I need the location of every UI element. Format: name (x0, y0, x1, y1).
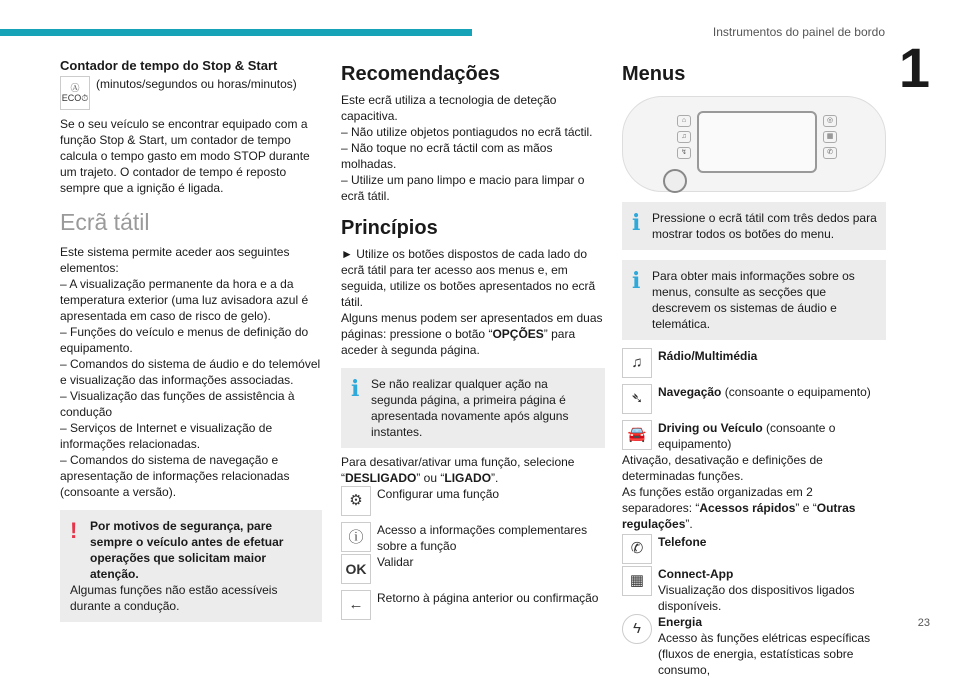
stop-start-body: Se o seu veículo se encontrar equipado com a função Stop & Start, um contador de tempo calcula o tempo gasto em modo STOP durante um trajeto. O contador de tempo é reposto sempre que a ignição é ligada. (60, 117, 310, 195)
touch-item: – Funções do veículo e menus de definição do equipamento. (60, 325, 309, 355)
column-left (60, 58, 322, 622)
principles-body: ► Utilize os botões dispostos de cada lado do ecrã tátil para ter acesso aos menus e, em seguida, utilize os botões apresentados no ecrã tátil. (341, 247, 596, 309)
info-icon: i (632, 210, 641, 236)
icon-row-configure: ⚙ Configurar uma função (341, 486, 605, 516)
touch-item: – Serviços de Internet e visualização de informações relacionadas. (60, 421, 273, 451)
chapter-title: Instrumentos do painel de bordo (712, 25, 885, 39)
car-icon: 🚘 (622, 420, 652, 450)
info-text-1: Pressione o ecrã tátil com três dedos para mostrar todos os botões do menu. (652, 211, 877, 241)
tabs-desc: As funções estão organizadas em 2 separadores: “Acessos rápidos” e “Outras regulações”. (622, 485, 856, 531)
icon-row-back: ← Retorno à página anterior ou confirmação (341, 590, 605, 620)
icon-row-info: ⓘ Acesso a informações complementares sobre a função (341, 522, 605, 554)
phone-icon: ✆ (622, 534, 652, 564)
touch-item: – Visualização das funções de assistência à condução (60, 389, 295, 419)
menu-driving: 🚘 Driving ou Veículo (consoante o equipamento) (622, 420, 886, 452)
grid-apps-icon: ▦ (622, 566, 652, 596)
principles-title: Princípios (341, 217, 438, 239)
touch-item: – A visualização permanente da hora e a da temperatura exterior (uma luz avisadora azul é apresentada em caso de risco de gelo). (60, 277, 309, 323)
touch-item: – Comandos do sistema de navegação e apresentação de informações relacionadas (consoante a versão). (60, 453, 290, 499)
touch-screen-title: Ecrã tátil (60, 209, 150, 235)
home-icon: ⌂ (677, 115, 691, 127)
navigation-arrow-icon: ➴ (622, 384, 652, 414)
header-accent-bar (0, 29, 472, 36)
ok-icon: OK (341, 554, 371, 584)
principles-body-2: Alguns menus podem ser apresentados em duas páginas: pressione o botão “OPÇÕES” para aceder à segunda página. (341, 311, 603, 357)
left-side-buttons (677, 115, 691, 159)
driving-desc: Ativação, desativação e definições de determinadas funções. (622, 453, 823, 483)
chapter-number: 1 (898, 36, 930, 99)
info-text-2: Para obter mais informações sobre os menus, consulte as secções que descrevem os sistemas de áudio e telemática. (652, 269, 855, 331)
touchscreen-display (697, 111, 817, 173)
touchscreen-illustration (622, 96, 886, 192)
music-note-icon: ♫ (622, 348, 652, 378)
back-arrow-icon: ← (341, 590, 371, 620)
info-circle-icon: ⓘ (341, 522, 371, 552)
gear-icon: ⚙ (341, 486, 371, 516)
info-text: Se não realizar qualquer ação na segunda página, a primeira página é apresentada novamente após alguns instantes. (371, 377, 569, 439)
settings-icon: ◎ (823, 115, 837, 127)
info-icon: i (351, 376, 360, 402)
options-button-label: OPÇÕES (492, 327, 544, 341)
toggle-instructions: Para desativar/ativar uma função, selecione “DESLIGADO” ou “LIGADO”. (341, 455, 575, 485)
recommendation-item: Este ecrã utiliza a tecnologia de deteção capacitiva. (341, 93, 557, 123)
info-box-1 (622, 202, 886, 250)
right-side-buttons (823, 115, 837, 159)
warning-text: Algumas funções não estão acessíveis durante a condução. (70, 583, 278, 613)
warning-bold: Por motivos de segurança, pare sempre o veículo antes de efetuar operações que solicitam maior atenção. (90, 519, 284, 581)
touch-intro: Este sistema permite aceder aos seguintes elementos: (60, 245, 290, 275)
column-right (622, 58, 886, 678)
recommendations-title: Recomendações (341, 63, 500, 85)
eco-timer-icon: Ⓐ ECO⏱ (60, 76, 90, 110)
menu-phone: ✆ Telefone (622, 534, 886, 564)
phone-icon: ✆ (823, 147, 837, 159)
menu-radio: ♫ Rádio/Multimédia (622, 348, 886, 378)
menu-connect-app: ▦ Connect-App Visualização dos dispositivos ligados disponíveis. (622, 566, 886, 614)
info-icon: i (632, 268, 641, 294)
info-box-2 (622, 260, 886, 340)
menus-title: Menus (622, 63, 686, 85)
stop-start-units-row (60, 76, 322, 110)
navigation-icon: ↯ (677, 147, 691, 159)
info-box (341, 368, 605, 448)
safety-warning-box (60, 510, 322, 622)
volume-knob (663, 169, 687, 193)
icon-row-ok: OK Validar (341, 554, 605, 584)
apps-icon: ▦ (823, 131, 837, 143)
recommendation-item: – Não utilize objetos pontiagudos no ecrã táctil. (341, 125, 593, 139)
stop-start-title: Contador de tempo do Stop & Start (60, 58, 278, 73)
page-number: 23 (917, 617, 930, 629)
recommendation-item: – Não toque no ecrã táctil com as mãos molhadas. (341, 141, 553, 171)
warning-icon: ! (70, 518, 78, 543)
menu-navigation: ➴ Navegação (consoante o equipamento) (622, 384, 886, 414)
column-middle (341, 58, 605, 620)
energy-bolt-icon: ϟ (622, 614, 652, 644)
touch-item: – Comandos do sistema de áudio e do telemóvel e visualização das informações associadas. (60, 357, 321, 387)
recommendation-item: – Utilize um pano limpo e macio para limpar o ecrã tátil. (341, 173, 585, 203)
menu-energy: ϟ Energia Acesso às funções elétricas específicas (fluxos de energia, estatísticas sobre consumo, (622, 614, 886, 678)
stop-start-units: (minutos/segundos ou horas/minutos) (96, 77, 297, 91)
music-note-icon: ♫ (677, 131, 691, 143)
